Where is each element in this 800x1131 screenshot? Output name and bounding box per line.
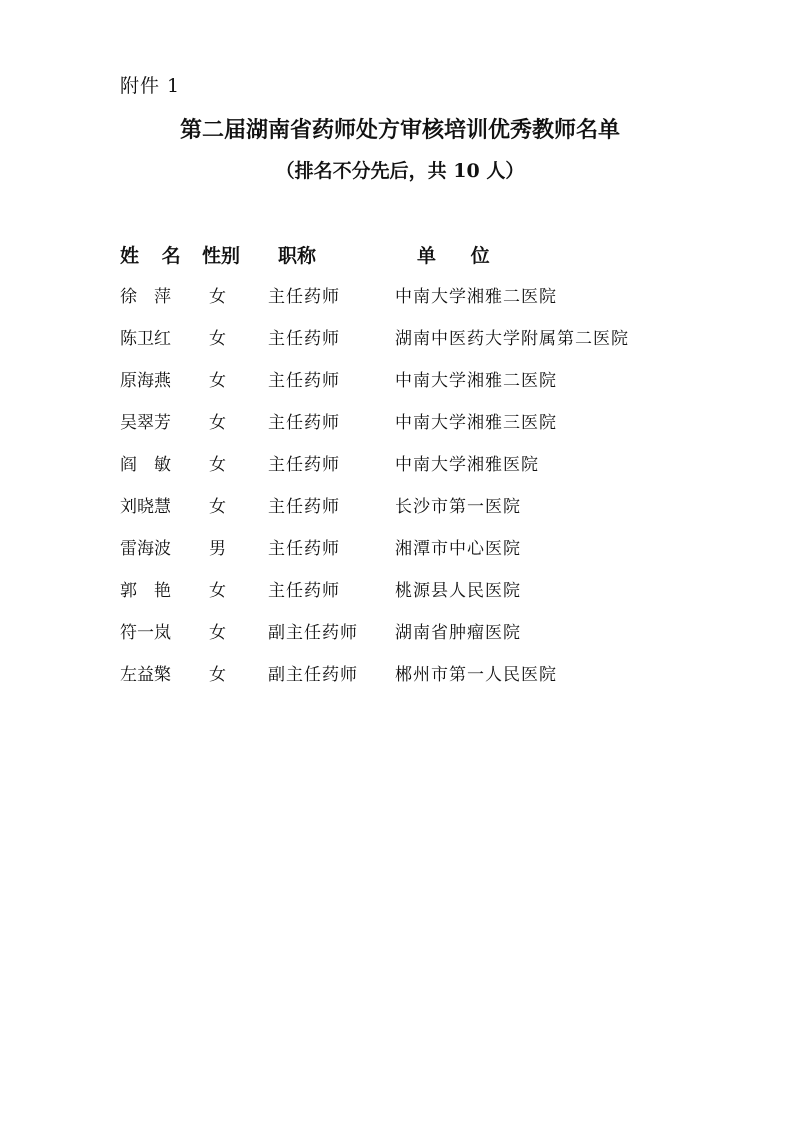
row-gender: 女 xyxy=(209,455,226,475)
row-unit: 郴州市第一人民医院 xyxy=(395,665,557,685)
document-title: 第二届湖南省药师处方审核培训优秀教师名单 xyxy=(179,117,620,143)
table-row xyxy=(0,662,800,688)
table-row xyxy=(0,284,800,310)
row-title: 副主任药师 xyxy=(268,665,358,685)
row-name: 刘晓慧 xyxy=(120,497,171,517)
table-row xyxy=(0,452,800,478)
row-unit: 桃源县人民医院 xyxy=(395,581,521,601)
row-gender: 女 xyxy=(209,287,226,307)
table-row xyxy=(0,578,800,604)
row-gender: 女 xyxy=(209,581,226,601)
row-unit: 长沙市第一医院 xyxy=(395,497,521,517)
row-title: 主任药师 xyxy=(268,581,340,601)
row-name: 原海燕 xyxy=(120,371,171,391)
row-gender: 女 xyxy=(209,413,226,433)
row-gender: 女 xyxy=(209,371,226,391)
row-title: 副主任药师 xyxy=(268,623,358,643)
row-title: 主任药师 xyxy=(268,329,340,349)
table-row xyxy=(0,494,800,520)
document-subtitle: （排名不分先后，共 10 人） xyxy=(275,160,525,182)
table-row xyxy=(0,410,800,436)
row-gender: 男 xyxy=(209,539,226,559)
row-title: 主任药师 xyxy=(268,539,340,559)
row-gender: 女 xyxy=(209,497,226,517)
row-unit: 湖南中医药大学附属第二医院 xyxy=(395,329,629,349)
row-name: 左益檠 xyxy=(120,665,171,685)
row-name: 阎 敏 xyxy=(120,455,171,475)
row-gender: 女 xyxy=(209,665,226,685)
row-name: 郭 艳 xyxy=(120,581,171,601)
attachment-label: 附件 1 xyxy=(120,75,181,97)
row-unit: 中南大学湘雅三医院 xyxy=(395,413,557,433)
row-unit: 中南大学湘雅二医院 xyxy=(395,287,557,307)
row-unit: 中南大学湘雅二医院 xyxy=(395,371,557,391)
row-unit: 湖南省肿瘤医院 xyxy=(395,623,521,643)
table-row xyxy=(0,326,800,352)
row-title: 主任药师 xyxy=(268,497,340,517)
row-title: 主任药师 xyxy=(268,287,340,307)
table-row xyxy=(0,536,800,562)
header-name: 姓 名 xyxy=(120,245,189,267)
table-row xyxy=(0,620,800,646)
row-name: 徐 萍 xyxy=(120,287,171,307)
row-gender: 女 xyxy=(209,623,226,643)
header-unit: 单 位 xyxy=(417,245,504,267)
table-header-row xyxy=(0,242,800,270)
row-name: 吴翠芳 xyxy=(120,413,171,433)
header-gender: 性别 xyxy=(202,245,241,267)
table-row xyxy=(0,368,800,394)
row-title: 主任药师 xyxy=(268,371,340,391)
row-unit: 湘潭市中心医院 xyxy=(395,539,521,559)
header-title: 职称 xyxy=(278,245,317,267)
row-title: 主任药师 xyxy=(268,413,340,433)
row-title: 主任药师 xyxy=(268,455,340,475)
row-name: 陈卫红 xyxy=(120,329,171,349)
row-gender: 女 xyxy=(209,329,226,349)
row-name: 符一岚 xyxy=(120,623,171,643)
row-unit: 中南大学湘雅医院 xyxy=(395,455,539,475)
row-name: 雷海波 xyxy=(120,539,171,559)
